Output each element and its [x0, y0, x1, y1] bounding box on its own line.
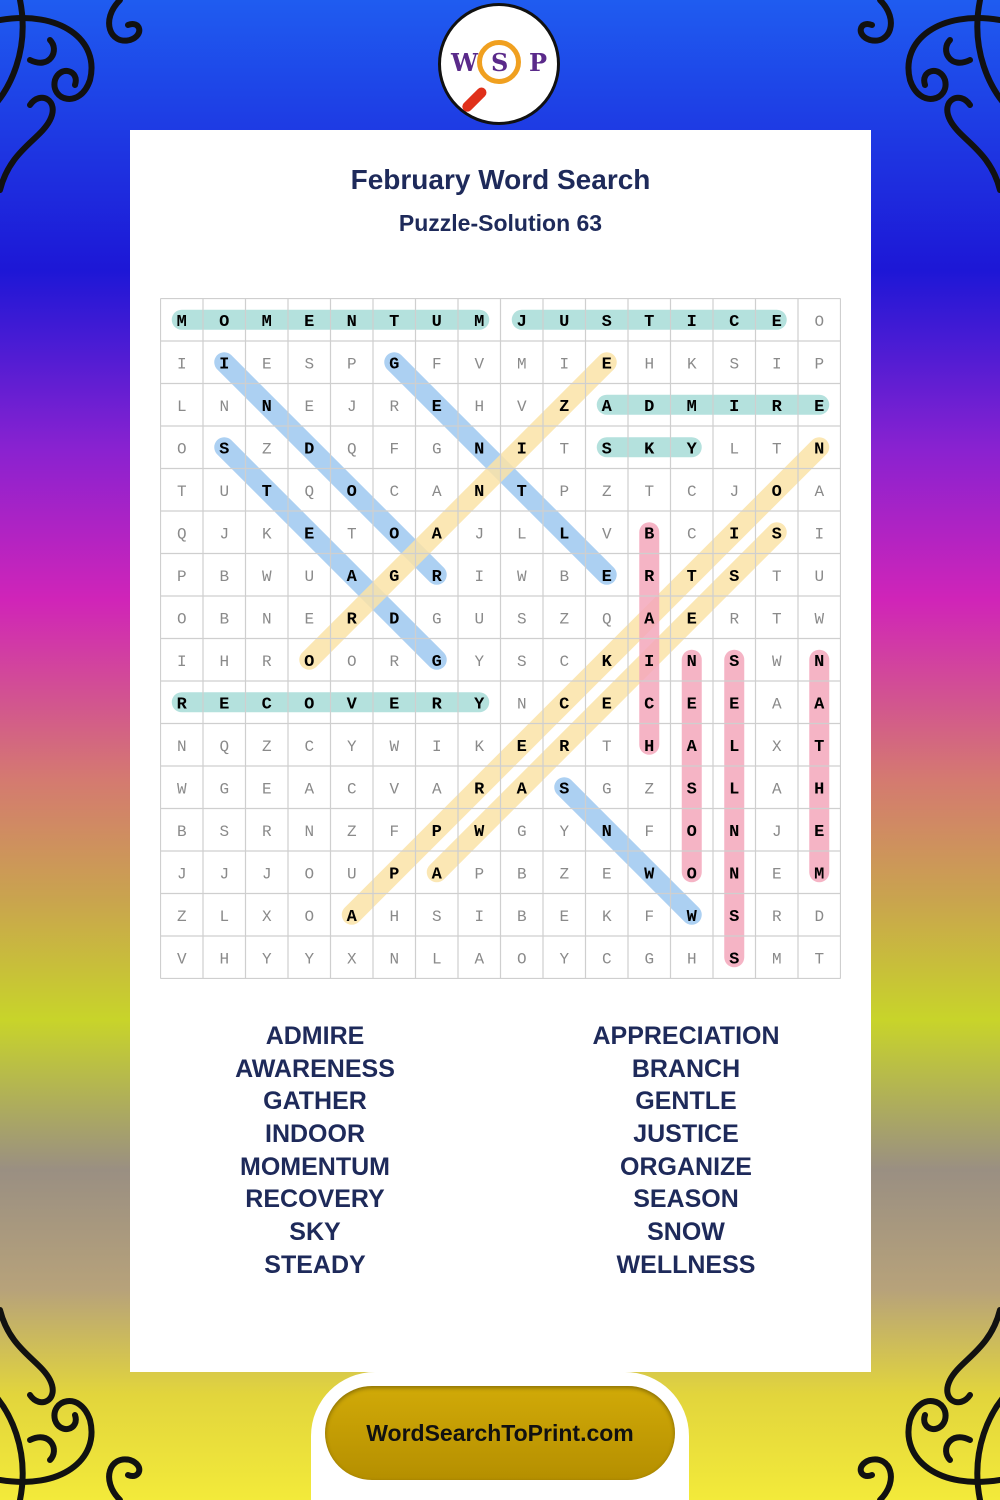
grid-cell[interactable]: B: [644, 525, 655, 545]
grid-cell[interactable]: S: [729, 567, 740, 587]
website-button[interactable]: WordSearchToPrint.com: [325, 1386, 675, 1480]
grid-cell[interactable]: T: [644, 312, 655, 332]
grid-cell[interactable]: O: [516, 950, 527, 969]
grid-cell[interactable]: Y: [261, 950, 272, 969]
grid-cell[interactable]: W: [474, 822, 485, 842]
word-list-item: ORGANIZE: [620, 1152, 752, 1181]
grid-cell[interactable]: R: [431, 695, 442, 715]
grid-cell[interactable]: T: [644, 482, 655, 501]
grid-cell[interactable]: G: [601, 780, 612, 799]
grid-cell[interactable]: K: [644, 440, 655, 460]
grid-cell[interactable]: P: [431, 822, 442, 842]
grid-cell[interactable]: E: [559, 907, 570, 926]
grid-cell[interactable]: C: [644, 695, 655, 715]
magnifier-handle-icon: [460, 85, 488, 113]
grid-cell[interactable]: D: [304, 440, 315, 460]
grid-cell[interactable]: G: [644, 950, 655, 969]
grid-cell[interactable]: T: [516, 482, 527, 502]
grid-cell[interactable]: L: [431, 950, 442, 969]
grid-cell[interactable]: I: [644, 652, 655, 672]
grid-cell[interactable]: N: [814, 652, 825, 672]
grid-cell[interactable]: X: [346, 950, 357, 969]
grid-cell[interactable]: E: [686, 610, 697, 630]
grid-cell[interactable]: M: [516, 355, 527, 374]
grid-cell[interactable]: I: [516, 440, 527, 460]
grid-cell[interactable]: W: [686, 907, 697, 927]
grid-cell[interactable]: P: [559, 482, 570, 501]
grid-cell[interactable]: O: [304, 865, 315, 884]
grid-cell[interactable]: G: [431, 610, 442, 629]
grid-cell[interactable]: S: [516, 652, 527, 671]
grid-cell[interactable]: M: [261, 312, 272, 332]
grid-cell[interactable]: K: [601, 652, 612, 672]
grid-cell[interactable]: R: [559, 737, 570, 757]
grid-cell[interactable]: E: [601, 865, 612, 884]
grid-cell[interactable]: C: [686, 482, 697, 501]
grid-cell[interactable]: H: [474, 397, 485, 416]
grid-cell[interactable]: F: [644, 907, 655, 926]
grid-cell[interactable]: E: [431, 397, 442, 417]
grid-cell[interactable]: V: [516, 397, 527, 416]
grid-cell[interactable]: L: [219, 907, 230, 926]
grid-cell[interactable]: F: [431, 355, 442, 374]
grid-cell[interactable]: T: [346, 525, 357, 544]
site-logo[interactable]: [438, 3, 560, 125]
grid-cell[interactable]: A: [474, 950, 485, 969]
grid-cell[interactable]: G: [431, 652, 442, 672]
grid-cell[interactable]: E: [814, 397, 825, 417]
grid-cell[interactable]: I: [729, 397, 740, 417]
grid-cell[interactable]: Q: [346, 440, 357, 459]
grid-cell[interactable]: N: [516, 695, 527, 714]
grid-cell[interactable]: N: [389, 950, 400, 969]
grid-cell[interactable]: E: [304, 312, 315, 332]
grid-cell[interactable]: N: [176, 737, 187, 756]
grid-cell[interactable]: E: [814, 822, 825, 842]
grid-cell[interactable]: H: [644, 737, 655, 757]
grid-cell[interactable]: C: [389, 482, 400, 501]
grid-cell[interactable]: S: [686, 780, 697, 800]
grid-cell[interactable]: K: [261, 525, 272, 544]
grid-cell[interactable]: P: [814, 355, 825, 374]
grid-cell[interactable]: O: [304, 695, 315, 715]
grid-cell[interactable]: P: [474, 865, 485, 884]
word-list-item: RECOVERY: [245, 1185, 385, 1214]
grid-cell[interactable]: O: [389, 525, 400, 545]
grid-cell[interactable]: O: [686, 822, 697, 842]
word-list-item: ADMIRE: [265, 1022, 365, 1050]
grid-cell[interactable]: A: [431, 482, 442, 501]
grid-cell[interactable]: N: [729, 865, 740, 885]
grid-cell[interactable]: S: [219, 440, 230, 460]
grid-cell[interactable]: A: [516, 780, 527, 800]
grid-cell[interactable]: M: [686, 397, 697, 417]
grid-cell[interactable]: V: [474, 355, 485, 374]
word-list-item: JUSTICE: [633, 1120, 739, 1149]
grid-cell[interactable]: S: [729, 652, 740, 672]
grid-cell[interactable]: K: [474, 737, 485, 756]
grid-cell[interactable]: A: [431, 865, 442, 885]
grid-cell[interactable]: I: [474, 567, 485, 586]
grid-cell[interactable]: H: [814, 780, 825, 800]
grid-cell[interactable]: J: [516, 312, 527, 332]
grid-cell[interactable]: T: [814, 950, 825, 969]
grid-cell[interactable]: N: [304, 822, 315, 841]
grid-cell[interactable]: E: [771, 312, 782, 332]
grid-cell[interactable]: S: [431, 907, 442, 926]
grid-cell[interactable]: P: [389, 865, 400, 885]
grid-cell[interactable]: C: [601, 950, 612, 969]
grid-cell[interactable]: R: [261, 822, 272, 841]
grid-cell[interactable]: D: [389, 610, 400, 630]
grid-cell[interactable]: U: [219, 482, 230, 501]
grid-cell[interactable]: E: [304, 610, 315, 629]
grid-cell[interactable]: H: [389, 907, 400, 926]
grid-cell[interactable]: R: [346, 610, 357, 630]
grid-cell[interactable]: Y: [304, 950, 315, 969]
grid-cell[interactable]: R: [771, 397, 782, 417]
grid-cell[interactable]: N: [474, 482, 485, 502]
grid-cell[interactable]: F: [389, 440, 400, 459]
grid-cell[interactable]: Z: [559, 865, 570, 884]
grid-cell[interactable]: W: [389, 737, 400, 756]
grid-cell[interactable]: L: [729, 440, 740, 459]
grid-cell[interactable]: T: [814, 737, 825, 757]
grid-cell[interactable]: H: [686, 950, 697, 969]
grid-cell[interactable]: A: [771, 780, 782, 799]
grid-cell[interactable]: Z: [261, 737, 272, 756]
grid-cell[interactable]: A: [346, 567, 357, 587]
grid-cell[interactable]: B: [219, 567, 230, 586]
word-list-left: [130, 1020, 500, 1282]
grid-cell[interactable]: Q: [601, 610, 612, 629]
grid-cell[interactable]: F: [389, 822, 400, 841]
grid-cell[interactable]: A: [601, 397, 612, 417]
grid-cell[interactable]: W: [771, 652, 782, 671]
grid-cell[interactable]: B: [559, 567, 570, 586]
grid-cell[interactable]: A: [431, 525, 442, 545]
grid-cell[interactable]: I: [176, 652, 187, 671]
grid-cell[interactable]: K: [686, 355, 697, 374]
grid-cell[interactable]: U: [474, 610, 485, 629]
grid-cell[interactable]: N: [474, 440, 485, 460]
grid-cell[interactable]: N: [261, 397, 272, 417]
grid-cell[interactable]: E: [261, 780, 272, 799]
grid-cell[interactable]: U: [346, 865, 357, 884]
grid-cell[interactable]: F: [644, 822, 655, 841]
puzzle-card: [130, 130, 871, 1372]
grid-cell[interactable]: I: [176, 355, 187, 374]
grid-cell[interactable]: W: [516, 567, 527, 586]
grid-cell[interactable]: Z: [601, 482, 612, 501]
grid-cell[interactable]: I: [814, 525, 825, 544]
grid-cell[interactable]: I: [559, 355, 570, 374]
grid-cell[interactable]: E: [686, 695, 697, 715]
logo-letter-s: S: [491, 48, 509, 77]
grid-cell[interactable]: T: [771, 567, 782, 586]
grid-cell[interactable]: O: [686, 865, 697, 885]
grid-cell[interactable]: S: [516, 610, 527, 629]
grid-cell[interactable]: H: [219, 950, 230, 969]
grid-cell[interactable]: T: [559, 440, 570, 459]
grid-cell[interactable]: C: [346, 780, 357, 799]
grid-cell[interactable]: C: [559, 652, 570, 671]
grid-cell[interactable]: B: [516, 907, 527, 926]
grid-cell[interactable]: R: [644, 567, 655, 587]
grid-cell[interactable]: Y: [686, 440, 697, 460]
grid-cell[interactable]: U: [559, 312, 570, 332]
grid-cell[interactable]: C: [559, 695, 570, 715]
grid-cell[interactable]: N: [814, 440, 825, 460]
grid-cell[interactable]: A: [814, 695, 825, 715]
grid-cell[interactable]: E: [219, 695, 230, 715]
grid-cell[interactable]: Z: [559, 610, 570, 629]
grid-cell[interactable]: Y: [346, 737, 357, 756]
grid-cell[interactable]: E: [729, 695, 740, 715]
grid-cell[interactable]: R: [771, 907, 782, 926]
grid-cell[interactable]: S: [601, 440, 612, 460]
grid-cell[interactable]: U: [304, 567, 315, 586]
footer: [311, 1372, 689, 1500]
word-list-item: WELLNESS: [616, 1250, 756, 1279]
grid-cell[interactable]: S: [601, 312, 612, 332]
grid-cell[interactable]: T: [601, 737, 612, 756]
grid-cell[interactable]: O: [771, 482, 782, 502]
grid-cell[interactable]: N: [601, 822, 612, 842]
grid-cell[interactable]: O: [304, 907, 315, 926]
grid-cell[interactable]: Y: [559, 950, 570, 969]
grid-cell[interactable]: L: [516, 525, 527, 544]
grid-cell[interactable]: O: [304, 652, 315, 672]
grid-cell[interactable]: Y: [474, 695, 485, 715]
grid-cell[interactable]: Z: [176, 907, 187, 926]
grid-cell[interactable]: M: [176, 312, 187, 332]
grid-cell[interactable]: S: [304, 355, 315, 374]
grid-cell[interactable]: T: [686, 567, 697, 587]
grid-cell[interactable]: V: [389, 780, 400, 799]
grid-cell[interactable]: X: [771, 737, 782, 756]
grid-cell[interactable]: V: [346, 695, 357, 715]
grid-cell[interactable]: N: [219, 397, 230, 416]
grid-cell[interactable]: G: [219, 780, 230, 799]
page-title: February Word Search: [350, 164, 651, 195]
word-list-item: AWARENESS: [235, 1054, 395, 1083]
grid-cell[interactable]: J: [729, 482, 740, 501]
grid-cell[interactable]: I: [431, 737, 442, 756]
grid-cell[interactable]: R: [176, 695, 187, 715]
grid-cell[interactable]: S: [729, 355, 740, 374]
grid-cell[interactable]: Z: [261, 440, 272, 459]
grid-cell[interactable]: J: [176, 865, 187, 884]
word-list-item: STEADY: [264, 1250, 366, 1279]
grid-cell[interactable]: O: [176, 440, 187, 459]
grid-cell[interactable]: E: [771, 865, 782, 884]
grid-cell[interactable]: O: [346, 652, 357, 671]
grid-cell[interactable]: C: [304, 737, 315, 756]
grid-cell[interactable]: N: [346, 312, 357, 332]
grid-cell[interactable]: D: [644, 397, 655, 417]
grid-cell[interactable]: L: [729, 737, 740, 757]
grid-cell[interactable]: Q: [304, 482, 315, 501]
grid-cell[interactable]: A: [346, 907, 357, 927]
grid-cell[interactable]: U: [814, 567, 825, 586]
grid-cell[interactable]: M: [771, 950, 782, 969]
grid-cell[interactable]: I: [771, 355, 782, 374]
grid-cell[interactable]: N: [729, 822, 740, 842]
grid-cell[interactable]: E: [601, 695, 612, 715]
word-list-item: SEASON: [633, 1185, 739, 1214]
grid-cell[interactable]: W: [644, 865, 655, 885]
grid-cell[interactable]: B: [516, 865, 527, 884]
grid-cell[interactable]: K: [601, 907, 612, 926]
grid-cell[interactable]: E: [601, 567, 612, 587]
grid-cell[interactable]: E: [304, 397, 315, 416]
grid-cell[interactable]: G: [431, 440, 442, 459]
grid-cell[interactable]: Z: [346, 822, 357, 841]
grid-cell[interactable]: J: [219, 525, 230, 544]
grid-cell[interactable]: G: [389, 355, 400, 375]
grid-cell[interactable]: T: [389, 312, 400, 332]
grid-cell[interactable]: L: [729, 780, 740, 800]
grid-cell[interactable]: O: [346, 482, 357, 502]
grid-cell[interactable]: T: [176, 482, 187, 501]
grid-cell[interactable]: A: [814, 482, 825, 501]
grid-cell[interactable]: M: [814, 865, 825, 885]
grid-cell[interactable]: E: [516, 737, 527, 757]
grid-cell[interactable]: P: [346, 355, 357, 374]
grid-cell[interactable]: R: [389, 397, 400, 416]
grid-cell[interactable]: A: [304, 780, 315, 799]
grid-cell[interactable]: Y: [559, 822, 570, 841]
grid-cell[interactable]: L: [176, 397, 187, 416]
grid-cell[interactable]: R: [474, 780, 485, 800]
grid-cell[interactable]: W: [814, 610, 825, 629]
grid-cell[interactable]: H: [644, 355, 655, 374]
grid-cell[interactable]: S: [559, 780, 570, 800]
grid-cell[interactable]: Q: [176, 525, 187, 544]
grid-cell[interactable]: O: [219, 312, 230, 332]
grid-cell[interactable]: O: [814, 312, 825, 331]
grid-cell[interactable]: E: [389, 695, 400, 715]
logo-letter-p: P: [529, 48, 548, 77]
grid-cell[interactable]: I: [686, 312, 697, 332]
grid-cell[interactable]: N: [686, 652, 697, 672]
grid-cell[interactable]: T: [771, 440, 782, 459]
word-list-item: GENTLE: [635, 1087, 737, 1116]
grid-cell[interactable]: W: [176, 780, 187, 799]
grid-cell[interactable]: J: [346, 397, 357, 416]
grid-cell[interactable]: Z: [559, 397, 570, 417]
word-list-item: APPRECIATION: [592, 1022, 780, 1050]
grid-cell[interactable]: J: [474, 525, 485, 544]
grid-cell[interactable]: Z: [644, 780, 655, 799]
grid-cell[interactable]: I: [219, 355, 230, 375]
word-list-item: BRANCH: [631, 1054, 741, 1083]
grid-cell[interactable]: I: [474, 907, 485, 926]
grid-cell[interactable]: T: [261, 482, 272, 502]
grid-cell[interactable]: I: [729, 525, 740, 545]
logo-letter-w: W: [451, 48, 478, 77]
grid-cell[interactable]: E: [601, 355, 612, 375]
page-subtitle: Puzzle-Solution 63: [398, 210, 603, 236]
grid-cell[interactable]: R: [389, 652, 400, 671]
grid-cell[interactable]: B: [219, 610, 230, 629]
grid-cell[interactable]: A: [431, 780, 442, 799]
grid-cell[interactable]: P: [176, 567, 187, 586]
grid-cell[interactable]: H: [219, 652, 230, 671]
grid-cell[interactable]: B: [176, 822, 187, 841]
grid-cell[interactable]: L: [559, 525, 570, 545]
grid-cell[interactable]: O: [176, 610, 187, 629]
grid-cell[interactable]: W: [261, 567, 272, 586]
word-list-item: GATHER: [263, 1087, 367, 1116]
grid-cell[interactable]: V: [176, 950, 187, 969]
grid-cell[interactable]: S: [729, 907, 740, 927]
word-list-item: MOMENTUM: [240, 1152, 390, 1181]
grid-cell[interactable]: M: [474, 312, 485, 332]
grid-cell[interactable]: S: [771, 525, 782, 545]
grid-cell[interactable]: U: [431, 312, 442, 332]
grid-cell[interactable]: J: [771, 822, 782, 841]
grid-cell[interactable]: A: [644, 610, 655, 630]
grid-cell[interactable]: J: [219, 865, 230, 884]
grid-cell[interactable]: T: [771, 610, 782, 629]
grid-cell[interactable]: C: [729, 312, 740, 332]
grid-cell[interactable]: R: [431, 567, 442, 587]
word-list-right: [501, 1020, 871, 1282]
word-list-item: SNOW: [647, 1218, 725, 1247]
grid-cell[interactable]: G: [389, 567, 400, 587]
word-list-item: INDOOR: [265, 1120, 365, 1149]
grid-cell[interactable]: R: [729, 610, 740, 629]
grid-cell[interactable]: J: [261, 865, 272, 884]
grid-cell[interactable]: S: [219, 822, 230, 841]
grid-cell[interactable]: C: [686, 525, 697, 544]
grid-cell[interactable]: Y: [474, 652, 485, 671]
grid-cell[interactable]: G: [516, 822, 527, 841]
grid-cell[interactable]: E: [304, 525, 315, 545]
grid-cell[interactable]: D: [814, 907, 825, 926]
grid-cell[interactable]: E: [261, 355, 272, 374]
word-list-item: SKY: [289, 1218, 341, 1247]
word-search-grid[interactable]: [160, 298, 841, 979]
grid-cell[interactable]: C: [261, 695, 272, 715]
grid-cell[interactable]: Q: [219, 737, 230, 756]
grid-cell[interactable]: R: [261, 652, 272, 671]
grid-cell[interactable]: V: [601, 525, 612, 544]
grid-cell[interactable]: A: [686, 737, 697, 757]
grid-cell[interactable]: N: [261, 610, 272, 629]
grid-cell[interactable]: S: [729, 950, 740, 970]
grid-cell[interactable]: A: [771, 695, 782, 714]
grid-cell[interactable]: X: [261, 907, 272, 926]
